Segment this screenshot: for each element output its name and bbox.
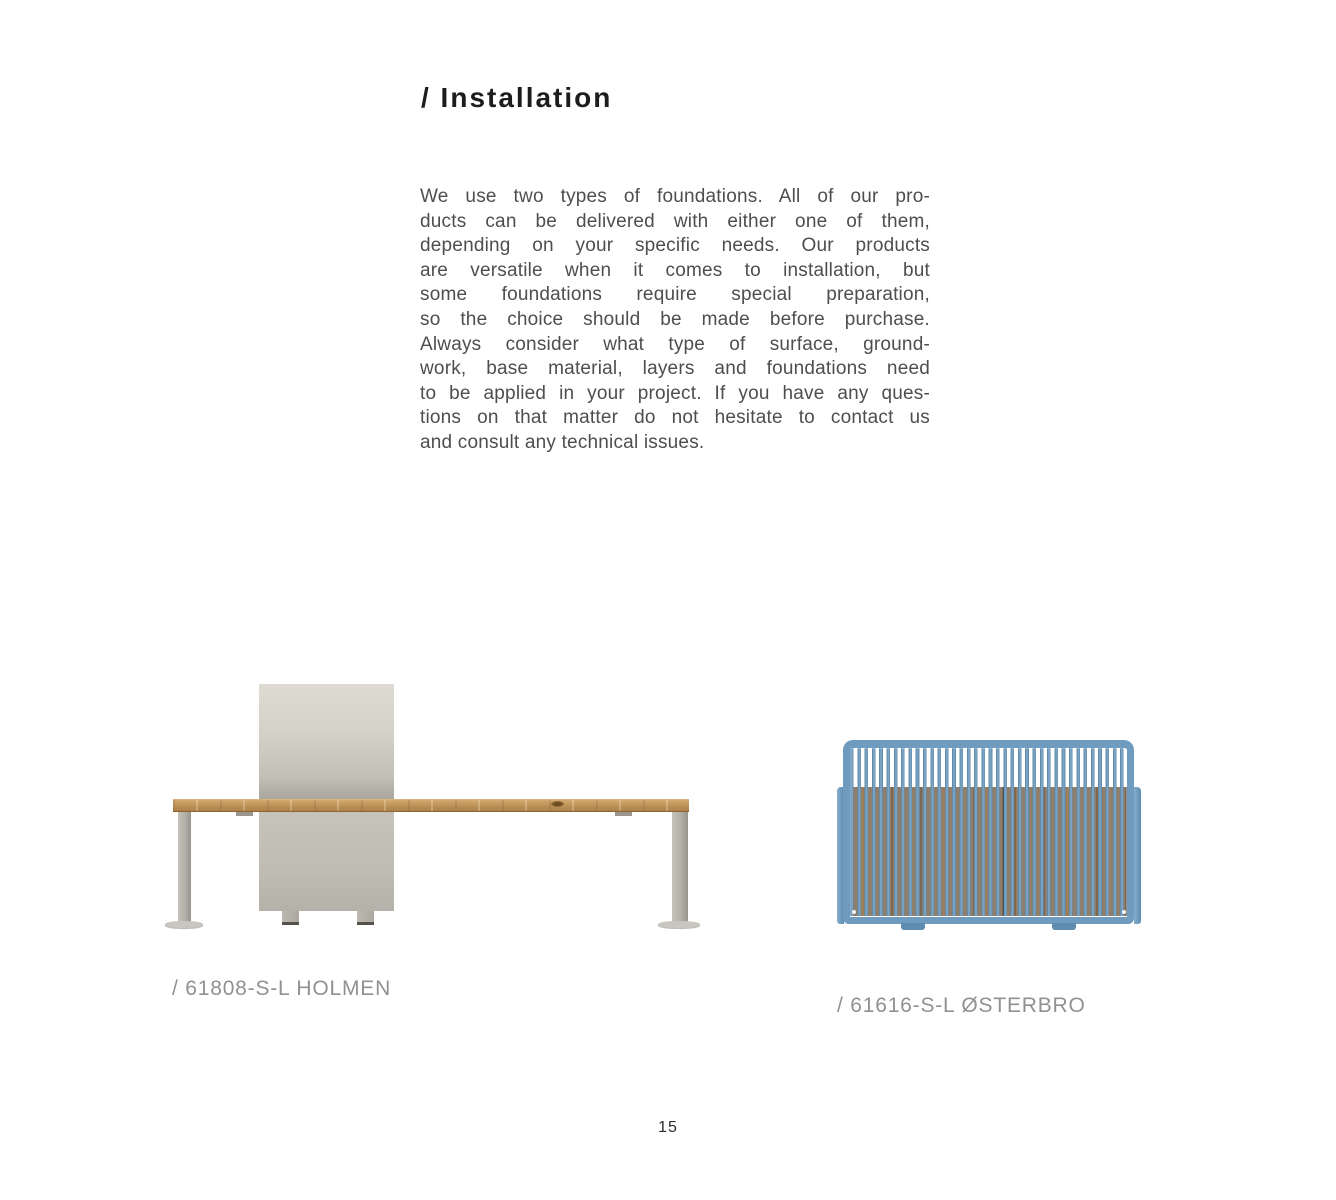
product-caption-holmen: / 61808-S-L HOLMEN [172,977,392,1000]
osterbro-screw-hole [1122,910,1126,914]
holmen-left-base-plate [165,921,203,928]
holmen-panel-foot [282,911,299,925]
osterbro-foot-tab [901,923,925,930]
product-caption-osterbro: / 61616-S-L ØSTERBRO [837,994,1086,1017]
holmen-backrest-panel-lower [259,812,394,911]
paragraph-line: Always consider what type of surface, ground- [420,333,930,355]
osterbro-foot-tab [1052,923,1076,930]
paragraph-line: tions on that matter do not hesitate to contact us [420,407,930,429]
holmen-right-leg [672,812,688,922]
holmen-seat-bracket [615,812,632,816]
holmen-wooden-seat-plank [173,799,689,812]
osterbro-steel-frame [843,740,1134,924]
paragraph-line: We use two types of foundations. All of our pro- [420,186,930,207]
holmen-backrest-panel-upper [259,684,394,800]
holmen-wood-knot [551,801,564,807]
osterbro-screw-hole [852,910,856,914]
holmen-left-leg [178,812,191,922]
paragraph-line: ducts can be delivered with either one of them, [420,210,930,232]
osterbro-right-side-rail [1134,787,1141,924]
paragraph-line: so the choice should be made before purchase. [420,308,930,330]
holmen-panel-foot [357,911,374,925]
paragraph-line: and consult any technical issues. [420,431,705,453]
paragraph-line: work, base material, layers and foundations need [420,358,930,380]
holmen-right-base-plate [658,921,700,928]
body-paragraph [420,185,930,456]
page-number: 15 [658,1119,678,1136]
page-title: / Installation [421,82,613,113]
paragraph-line: are versatile when it comes to installation, but [420,259,930,281]
holmen-seat-bracket [236,812,253,816]
paragraph-line: depending on your specific needs. Our products [420,235,930,257]
paragraph-line: some foundations require special preparation, [420,284,930,306]
paragraph-line: to be applied in your project. If you have any ques- [420,382,930,404]
